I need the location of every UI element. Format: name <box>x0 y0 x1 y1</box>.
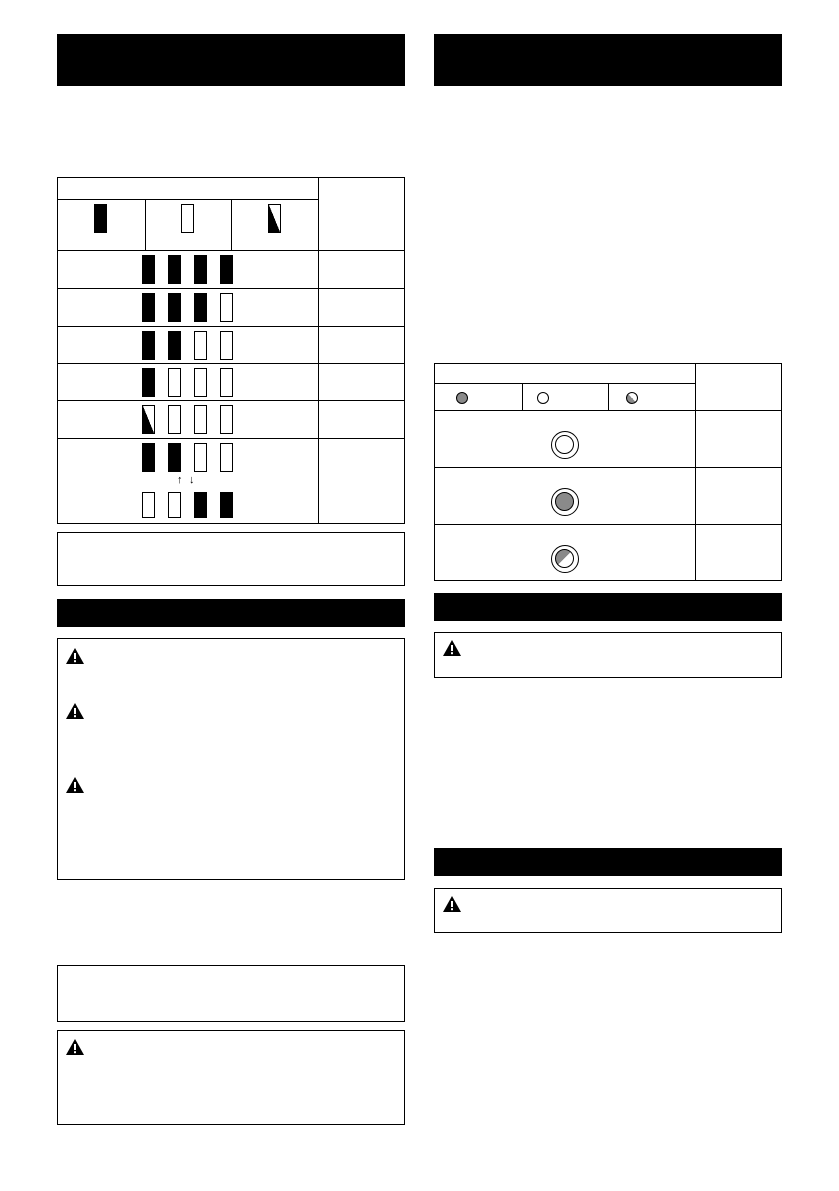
battery-indicator-alt-4-icon <box>220 492 233 518</box>
arrow-up-icon: ↑ <box>177 474 183 486</box>
warning-triangle-icon <box>65 1038 85 1056</box>
indicator-lamp-gray-icon <box>551 488 579 516</box>
battery-indicator-5-2-icon <box>168 405 181 434</box>
battery-indicator-1-2-icon <box>168 255 181 284</box>
right-warning-box <box>434 632 782 678</box>
battery-indicator-6-3-icon <box>194 443 207 472</box>
legend-off-dot-icon <box>537 392 549 404</box>
battery-indicator-3-4-icon <box>220 331 233 360</box>
left-note-box <box>57 532 405 586</box>
legend-off-indicator-icon <box>181 204 194 233</box>
battery-indicator-4-2-icon <box>168 368 181 397</box>
warning-triangle-icon <box>65 647 85 665</box>
right-subsection-header-2 <box>434 848 782 876</box>
warning-triangle-icon <box>65 776 85 794</box>
indicator-lamp-off-icon <box>551 431 579 459</box>
legend-gray-dot-icon <box>456 392 468 404</box>
left-section-header <box>57 34 405 86</box>
battery-indicator-4-1-icon <box>142 368 155 397</box>
warning-triangle-icon <box>65 702 85 720</box>
right-warning-box-2 <box>434 888 782 933</box>
battery-capacity-table <box>57 177 405 524</box>
battery-indicator-alt-1-icon <box>142 492 155 518</box>
battery-indicator-5-4-icon <box>220 405 233 434</box>
battery-indicator-4-4-icon <box>220 368 233 397</box>
arrow-down-icon: ↓ <box>189 474 195 486</box>
warning-triangle-icon <box>442 895 462 913</box>
battery-indicator-5-3-icon <box>194 405 207 434</box>
legend-blinking-dot-icon <box>626 392 638 404</box>
battery-indicator-4-3-icon <box>194 368 207 397</box>
battery-indicator-5-1-icon <box>142 405 155 434</box>
right-section-header <box>434 34 782 86</box>
left-warning-box-2 <box>57 1030 405 1125</box>
legend-blinking-indicator-icon <box>268 204 281 233</box>
battery-indicator-1-1-icon <box>142 255 155 284</box>
indicator-lamp-blinking-icon <box>551 545 579 573</box>
battery-indicator-alt-2-icon <box>168 492 181 518</box>
left-warning-box <box>57 638 405 880</box>
legend-lit-indicator-icon <box>94 204 107 233</box>
battery-indicator-2-4-icon <box>220 293 233 322</box>
battery-indicator-6-2-icon <box>168 443 181 472</box>
left-note-box-2 <box>57 965 405 1022</box>
indicator-lamp-table <box>434 363 782 581</box>
warning-triangle-icon <box>442 639 462 657</box>
battery-indicator-1-3-icon <box>194 255 207 284</box>
battery-indicator-3-3-icon <box>194 331 207 360</box>
battery-indicator-3-2-icon <box>168 331 181 360</box>
battery-indicator-6-1-icon <box>142 443 155 472</box>
battery-indicator-alt-3-icon <box>194 492 207 518</box>
battery-indicator-2-3-icon <box>194 293 207 322</box>
left-subsection-header <box>57 599 405 627</box>
battery-indicator-3-1-icon <box>142 331 155 360</box>
battery-indicator-1-4-icon <box>220 255 233 284</box>
battery-indicator-6-4-icon <box>220 443 233 472</box>
battery-indicator-2-2-icon <box>168 293 181 322</box>
right-subsection-header <box>434 593 782 621</box>
battery-indicator-2-1-icon <box>142 293 155 322</box>
